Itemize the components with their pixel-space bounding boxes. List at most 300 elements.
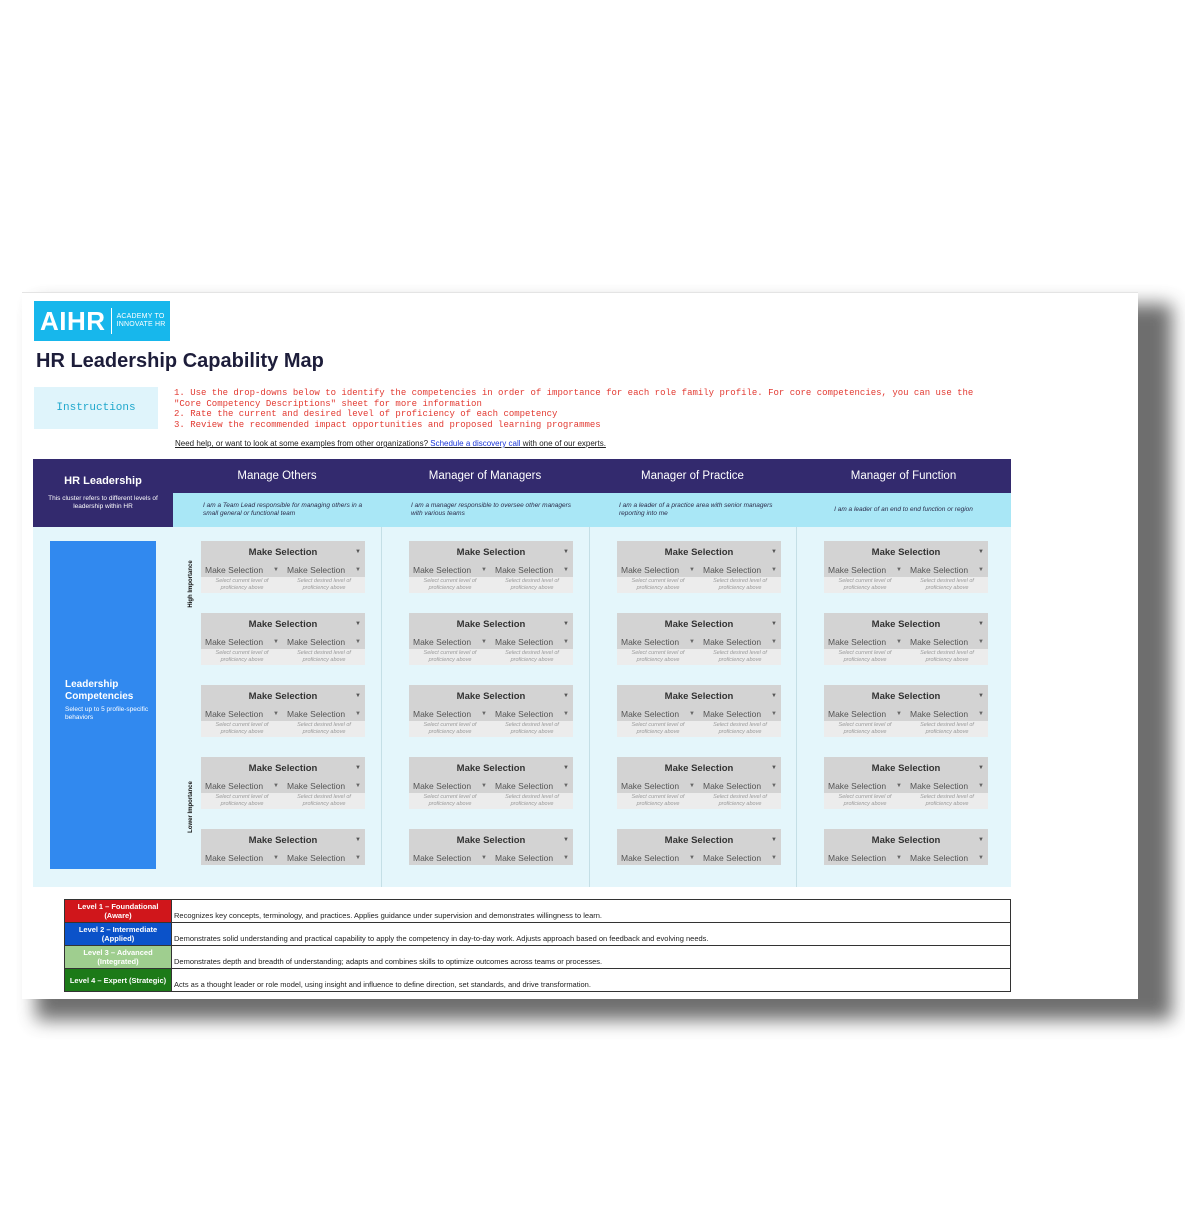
competency-select[interactable] [201,613,365,635]
desired-level-select[interactable] [699,635,781,649]
competency-select-label: Make Selection [664,618,734,630]
chevron-down-icon: ▼ [481,855,487,861]
current-level-select-label: Make Selection [828,565,887,575]
current-level-hint: Select current level of proficiency above [631,650,685,663]
competency-card [201,541,365,593]
proficiency-hints [409,649,573,665]
competency-select[interactable] [201,757,365,779]
proficiency-hints [201,577,365,593]
level-badge: Level 2 – Intermediate (Applied) [65,923,172,946]
desired-level-select-label: Make Selection [703,637,762,647]
desired-level-select[interactable] [491,851,573,865]
current-level-select-label: Make Selection [621,565,680,575]
desired-level-select[interactable] [283,635,365,649]
chevron-down-icon: ▼ [563,837,569,843]
high-importance-label: High Importance [188,560,194,608]
proficiency-hints [824,577,988,593]
current-level-select[interactable] [824,779,906,793]
current-level-hint: Select current level of proficiency above [423,794,477,807]
chevron-down-icon: ▼ [563,621,569,627]
current-level-hint: Select current level of proficiency above [215,650,269,663]
desired-level-select-label: Make Selection [287,565,346,575]
column-description [796,493,1011,527]
desired-level-select[interactable] [906,563,988,577]
schedule-discovery-call-link[interactable]: Schedule a discovery call [430,439,521,448]
chevron-down-icon: ▼ [481,783,487,789]
current-level-select[interactable] [201,707,283,721]
desired-level-select-label: Make Selection [495,709,554,719]
competency-select-label: Make Selection [456,690,526,702]
competency-select[interactable] [824,613,988,635]
desired-level-select-label: Make Selection [910,781,969,791]
current-level-hint: Select current level of proficiency above [423,650,477,663]
competency-select-label: Make Selection [664,546,734,558]
competency-select-label: Make Selection [871,690,941,702]
legend-row [65,900,1011,923]
column-description-text: I am a leader of an end to end function or region [834,506,973,513]
desired-level-hint: Select desired level of proficiency above [297,578,351,591]
desired-level-hint: Select desired level of proficiency above [297,794,351,807]
desired-level-select[interactable] [491,563,573,577]
competency-select-label: Make Selection [248,618,318,630]
chevron-down-icon: ▼ [689,711,695,717]
proficiency-selects [824,779,988,793]
current-level-hint: Select current level of proficiency above [215,794,269,807]
chevron-down-icon: ▼ [978,765,984,771]
desired-level-hint: Select desired level of proficiency above [920,578,974,591]
level-description: Demonstrates solid understanding and practical capability to apply the competency in day-to-day work. Adjusts approach based on feedback and evolving needs. [172,923,1011,946]
competency-card [409,613,573,665]
desired-level-select[interactable] [699,851,781,865]
competency-select-label: Make Selection [248,762,318,774]
chevron-down-icon: ▼ [563,639,569,645]
capability-grid [33,459,1011,887]
current-level-hint: Select current level of proficiency above [215,578,269,591]
current-level-select-label: Make Selection [205,853,264,863]
logo-wordmark: AIHR [40,305,106,336]
proficiency-selects [201,707,365,721]
chevron-down-icon: ▼ [896,567,902,573]
current-level-select-label: Make Selection [828,781,887,791]
chevron-down-icon: ▼ [771,765,777,771]
current-level-select-label: Make Selection [205,781,264,791]
chevron-down-icon: ▼ [273,711,279,717]
help-text-before: Need help, or want to look at some examples from other organizations? [175,439,431,448]
proficiency-selects [617,707,781,721]
desired-level-hint: Select desired level of proficiency above [920,722,974,735]
logo-tagline-line-2: INNOVATE HR [116,321,166,328]
chevron-down-icon: ▼ [689,639,695,645]
competency-select-label: Make Selection [456,618,526,630]
chevron-down-icon: ▼ [771,837,777,843]
proficiency-selects [617,563,781,577]
chevron-down-icon: ▼ [771,783,777,789]
desired-level-select-label: Make Selection [703,853,762,863]
chevron-down-icon: ▼ [978,549,984,555]
desired-level-select[interactable] [283,563,365,577]
desired-level-hint: Select desired level of proficiency above [713,650,767,663]
desired-level-hint: Select desired level of proficiency above [505,578,559,591]
current-level-select[interactable] [617,707,699,721]
current-level-select-label: Make Selection [828,709,887,719]
current-level-select-label: Make Selection [621,853,680,863]
desired-level-hint: Select desired level of proficiency above [713,578,767,591]
current-level-hint: Select current level of proficiency above [631,722,685,735]
competency-select-label: Make Selection [248,546,318,558]
competency-select-label: Make Selection [248,834,318,846]
competency-select[interactable] [409,613,573,635]
chevron-down-icon: ▼ [978,855,984,861]
competency-select[interactable] [617,613,781,635]
level-badge: Level 4 – Expert (Strategic) [65,969,172,992]
proficiency-selects [409,707,573,721]
current-level-select[interactable] [617,635,699,649]
chevron-down-icon: ▼ [896,639,902,645]
current-level-hint: Select current level of proficiency above [215,722,269,735]
proficiency-selects [201,563,365,577]
competency-select[interactable] [617,685,781,707]
current-level-hint: Select current level of proficiency above [838,722,892,735]
desired-level-select[interactable] [283,851,365,865]
desired-level-select-label: Make Selection [495,781,554,791]
desired-level-select-label: Make Selection [287,637,346,647]
chevron-down-icon: ▼ [563,567,569,573]
chevron-down-icon: ▼ [978,837,984,843]
chevron-down-icon: ▼ [771,693,777,699]
column-description [589,493,796,527]
proficiency-hints [201,793,365,809]
level-badge: Level 3 – Advanced (Integrated) [65,946,172,969]
desired-level-select[interactable] [491,707,573,721]
proficiency-selects [201,635,365,649]
column-divider [796,527,797,887]
chevron-down-icon: ▼ [978,567,984,573]
desired-level-select-label: Make Selection [703,709,762,719]
chevron-down-icon: ▼ [355,549,361,555]
logo-tagline [117,313,166,329]
competency-select-label: Make Selection [664,834,734,846]
current-level-select-label: Make Selection [828,853,887,863]
desired-level-select[interactable] [491,635,573,649]
current-level-select[interactable] [824,563,906,577]
proficiency-selects [617,635,781,649]
chevron-down-icon: ▼ [896,855,902,861]
chevron-down-icon: ▼ [481,711,487,717]
competency-select-label: Make Selection [664,690,734,702]
instructions-list [174,388,1004,430]
proficiency-hints [409,721,573,737]
desired-level-hint: Select desired level of proficiency above [920,650,974,663]
desired-level-select[interactable] [283,779,365,793]
chevron-down-icon: ▼ [771,639,777,645]
proficiency-hints [201,649,365,665]
chevron-down-icon: ▼ [689,567,695,573]
competency-card [824,829,988,865]
page-title: HR Leadership Capability Map [36,350,324,372]
competency-select[interactable] [201,829,365,851]
competency-select-label: Make Selection [456,762,526,774]
column-header: Manager of Practice [589,459,796,493]
proficiency-hints [617,721,781,737]
proficiency-selects [824,635,988,649]
chevron-down-icon: ▼ [481,567,487,573]
current-level-select[interactable] [409,563,491,577]
current-level-select-label: Make Selection [413,565,472,575]
desired-level-select[interactable] [906,779,988,793]
help-text [175,439,606,448]
desired-level-select[interactable] [699,563,781,577]
legend-row [65,946,1011,969]
competency-select[interactable] [409,541,573,563]
level-badge: Level 1 – Foundational (Aware) [65,900,172,923]
column-header: Manager of Managers [381,459,589,493]
desired-level-select[interactable] [283,707,365,721]
current-level-select-label: Make Selection [413,637,472,647]
section-title: Leadership Competencies [65,679,134,702]
competency-card [409,757,573,809]
chevron-down-icon: ▼ [273,855,279,861]
proficiency-hints [824,721,988,737]
chevron-down-icon: ▼ [978,621,984,627]
current-level-select-label: Make Selection [828,637,887,647]
current-level-hint: Select current level of proficiency above [631,794,685,807]
chevron-down-icon: ▼ [273,783,279,789]
desired-level-hint: Select desired level of proficiency above [297,722,351,735]
current-level-select[interactable] [409,635,491,649]
desired-level-select-label: Make Selection [910,565,969,575]
proficiency-hints [617,577,781,593]
competency-select[interactable] [617,829,781,851]
current-level-hint: Select current level of proficiency above [631,578,685,591]
desired-level-select-label: Make Selection [910,709,969,719]
desired-level-hint: Select desired level of proficiency above [505,794,559,807]
chevron-down-icon: ▼ [896,711,902,717]
proficiency-legend [64,899,1011,992]
proficiency-selects [824,563,988,577]
competency-select[interactable] [824,685,988,707]
competency-select[interactable] [617,757,781,779]
chevron-down-icon: ▼ [273,639,279,645]
instructions-label: Instructions [34,387,158,429]
desired-level-select[interactable] [906,851,988,865]
desired-level-select-label: Make Selection [495,565,554,575]
competency-card [409,685,573,737]
desired-level-select-label: Make Selection [703,781,762,791]
current-level-select-label: Make Selection [205,709,264,719]
desired-level-select-label: Make Selection [703,565,762,575]
logo-tagline-line-1: ACADEMY TO [116,313,165,320]
instruction-item: 3. Review the recommended impact opportunities and proposed learning programmes [174,419,601,430]
proficiency-hints [617,649,781,665]
column-description [381,493,589,527]
instruction-item: 2. Rate the current and desired level of proficiency of each competency [174,409,558,419]
current-level-hint: Select current level of proficiency above [423,722,477,735]
proficiency-selects [409,563,573,577]
current-level-select[interactable] [617,563,699,577]
chevron-down-icon: ▼ [771,621,777,627]
current-level-select[interactable] [824,707,906,721]
desired-level-hint: Select desired level of proficiency above [713,722,767,735]
current-level-select[interactable] [824,635,906,649]
current-level-select-label: Make Selection [205,565,264,575]
chevron-down-icon: ▼ [355,783,361,789]
competency-card [201,757,365,809]
chevron-down-icon: ▼ [689,855,695,861]
cluster-description: This cluster refers to different levels of leadership within HR [48,495,158,510]
desired-level-select-label: Make Selection [287,781,346,791]
desired-level-select[interactable] [906,635,988,649]
column-description-text: I am a manager responsible to oversee other managers with various teams [411,502,572,517]
chevron-down-icon: ▼ [563,765,569,771]
cluster-title: HR Leadership [64,475,142,487]
competency-card [409,829,573,865]
proficiency-selects [409,851,573,865]
chevron-down-icon: ▼ [978,639,984,645]
competency-select-label: Make Selection [871,618,941,630]
column-divider [589,527,590,887]
competency-card [617,685,781,737]
chevron-down-icon: ▼ [563,693,569,699]
proficiency-hints [409,577,573,593]
competency-select-label: Make Selection [248,690,318,702]
chevron-down-icon: ▼ [563,549,569,555]
chevron-down-icon: ▼ [355,693,361,699]
chevron-down-icon: ▼ [355,765,361,771]
competency-card [824,685,988,737]
chevron-down-icon: ▼ [689,783,695,789]
proficiency-selects [617,779,781,793]
current-level-select[interactable] [617,779,699,793]
desired-level-hint: Select desired level of proficiency above [505,650,559,663]
competency-select[interactable] [824,757,988,779]
proficiency-selects [409,779,573,793]
current-level-select-label: Make Selection [621,637,680,647]
instruction-item: 1. Use the drop-downs below to identify the competencies in order of importance for each role family profile. For core competencies, you can use the "Core Competency Descriptions" sheet for more information [174,388,974,409]
current-level-select-label: Make Selection [621,709,680,719]
competency-select[interactable] [201,685,365,707]
desired-level-select[interactable] [699,779,781,793]
competency-card [824,541,988,593]
competency-select[interactable] [824,829,988,851]
competency-select-label: Make Selection [456,834,526,846]
current-level-select[interactable] [201,563,283,577]
current-level-select-label: Make Selection [205,637,264,647]
competency-card [617,757,781,809]
cluster-header [33,459,173,527]
current-level-select[interactable] [201,635,283,649]
proficiency-hints [824,793,988,809]
leadership-competencies-bar [50,541,156,869]
desired-level-select-label: Make Selection [287,853,346,863]
desired-level-select[interactable] [491,779,573,793]
desired-level-select[interactable] [699,707,781,721]
chevron-down-icon: ▼ [896,783,902,789]
chevron-down-icon: ▼ [355,855,361,861]
competency-select[interactable] [409,829,573,851]
column-description-text: I am a leader of a practice area with senior managers reporting into me [619,502,773,517]
competency-select[interactable] [409,685,573,707]
competency-select[interactable] [201,541,365,563]
desired-level-hint: Select desired level of proficiency above [505,722,559,735]
desired-level-hint: Select desired level of proficiency above [920,794,974,807]
current-level-select-label: Make Selection [413,781,472,791]
current-level-select[interactable] [617,851,699,865]
proficiency-hints [409,793,573,809]
current-level-select[interactable] [409,707,491,721]
chevron-down-icon: ▼ [978,711,984,717]
current-level-select[interactable] [201,851,283,865]
competency-select-label: Make Selection [871,834,941,846]
aihr-logo [34,301,170,341]
competency-select[interactable] [824,541,988,563]
desired-level-select[interactable] [906,707,988,721]
chevron-down-icon: ▼ [273,567,279,573]
help-text-after: with one of our experts. [520,439,606,448]
competency-select[interactable] [617,541,781,563]
desired-level-select-label: Make Selection [287,709,346,719]
column-description-text: I am a Team Lead responsible for managing others in a small general or functional team [203,502,363,517]
competency-select[interactable] [409,757,573,779]
proficiency-hints [617,793,781,809]
proficiency-hints [201,721,365,737]
proficiency-selects [409,635,573,649]
chevron-down-icon: ▼ [563,711,569,717]
proficiency-selects [201,851,365,865]
chevron-down-icon: ▼ [481,639,487,645]
section-note: Select up to 5 profile-specific behaviors [65,706,149,721]
chevron-down-icon: ▼ [563,855,569,861]
competency-card [617,613,781,665]
legend-row [65,969,1011,992]
chevron-down-icon: ▼ [355,567,361,573]
current-level-hint: Select current level of proficiency above [838,578,892,591]
chevron-down-icon: ▼ [563,783,569,789]
proficiency-selects [824,851,988,865]
level-description: Recognizes key concepts, terminology, and practices. Applies guidance under supervision and demonstrates willingness to learn. [172,900,1011,923]
proficiency-hints [824,649,988,665]
competency-card [824,757,988,809]
desired-level-select-label: Make Selection [910,637,969,647]
chevron-down-icon: ▼ [771,711,777,717]
current-level-select[interactable] [201,779,283,793]
competency-card [617,541,781,593]
competency-card [201,685,365,737]
proficiency-selects [201,779,365,793]
current-level-select[interactable] [824,851,906,865]
logo-divider [111,308,112,334]
chevron-down-icon: ▼ [355,711,361,717]
proficiency-selects [824,707,988,721]
current-level-select-label: Make Selection [413,709,472,719]
current-level-select[interactable] [409,779,491,793]
current-level-select-label: Make Selection [621,781,680,791]
competency-select-label: Make Selection [664,762,734,774]
desired-level-select-label: Make Selection [495,853,554,863]
spreadsheet-sheet [22,292,1138,999]
chevron-down-icon: ▼ [978,783,984,789]
legend-row [65,923,1011,946]
chevron-down-icon: ▼ [771,855,777,861]
proficiency-selects [617,851,781,865]
chevron-down-icon: ▼ [355,639,361,645]
current-level-select[interactable] [409,851,491,865]
chevron-down-icon: ▼ [771,567,777,573]
desired-level-select-label: Make Selection [495,637,554,647]
desired-level-hint: Select desired level of proficiency above [297,650,351,663]
chevron-down-icon: ▼ [978,693,984,699]
competency-card [409,541,573,593]
current-level-hint: Select current level of proficiency above [423,578,477,591]
